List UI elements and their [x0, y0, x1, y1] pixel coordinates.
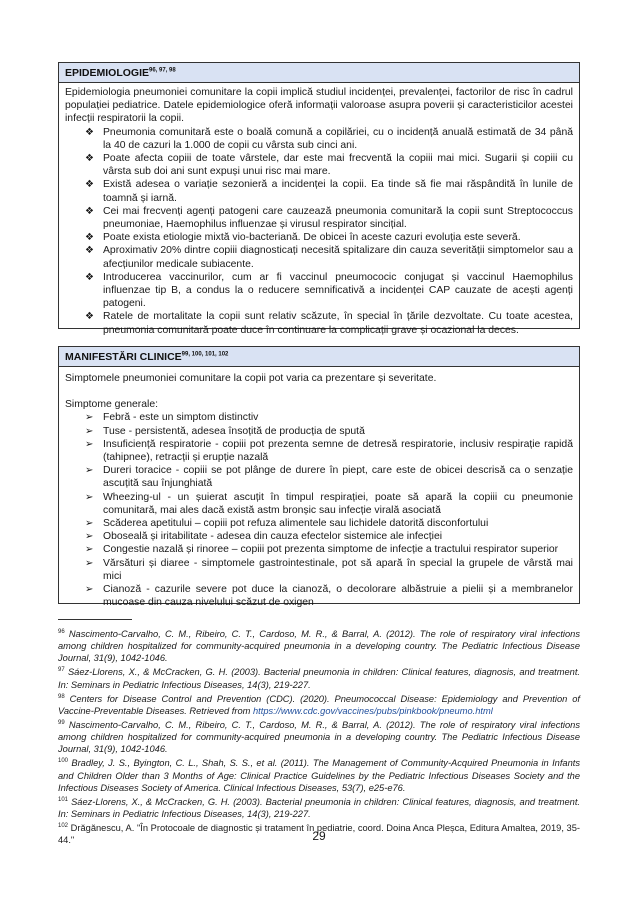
general-symptoms-label: Simptome generale: — [65, 399, 158, 411]
list-item: ➢ Wheezing-ul - un șuierat ascuțit în timpul respirației, poate să apară la copiii cu pneumonie comunitară, mai ales dacă există astm bronșic sau infecție virală asociată — [85, 491, 573, 516]
arrow-bullet-icon: ➢ — [85, 465, 94, 477]
list-item: ❖ Introducerea vaccinurilor, cum ar fi vaccinul pneumococic conjugat și vaccinul Haemophilus influenzae tip B, a condus la o reducere semnificativă a incidenței CAP cauzate de acești agenți patogeni. — [85, 271, 573, 310]
list-item: ❖ Poate exista etiologie mixtă vio-bacteriană. De obicei în aceste cazuri evoluția este severă. — [85, 232, 521, 244]
epidemiology-intro: Epidemiologia pneumoniei comunitare la copii implică studiul incidenței, prevalenței, factorilor de risc în cadrul populației pediatrice. Datele epidemiologice oferă informații valoroase asupra poverii și caracteristicilor acestei infecții respiratorii la copii. — [65, 87, 573, 125]
list-item: ➢ Cianoză - cazurile severe pot duce la cianoză, o decolorare albăstruie a pielii și a membranelor mucoase din cauza nivelului scăzut de oxigen — [85, 584, 573, 609]
diamond-bullet-icon: ❖ — [85, 126, 94, 138]
footnote-101: $^{101}$ Sáez-Llorens, X., & McCracken, G. H. (2003). Bacterial pneumonia in children: Clinical features, diagnosis, and treatment. In: Seminars in Pediatric Infectious Diseases, 14(3), 219-227. — [58, 796, 580, 819]
epidemiology-heading: EPIDEMIOLOGIE$^{96, 97, 98}$ — [59, 63, 579, 83]
list-item: ❖ Ratele de mortalitate la copii sunt relativ scăzute, în special în țările dezvoltate. Cu toate acestea, pneumonia comunitară poate duce în continuare la complicații grave și ocazional la deces. — [85, 311, 573, 336]
page-number: 29 — [312, 829, 326, 843]
diamond-bullet-icon: ❖ — [85, 311, 94, 323]
list-item: ❖ Cei mai frecvenți agenți patogeni care cauzează pneumonia comunitară la copii sunt Streptococcus pneumoniae, Haemophilus influenzae și virusul respirator sincițial. — [85, 205, 573, 231]
arrow-bullet-icon: ➢ — [85, 425, 94, 437]
symptoms-list — [65, 411, 573, 609]
diamond-bullet-icon: ❖ — [85, 232, 94, 244]
diamond-bullet-icon: ❖ — [85, 153, 94, 165]
footnote-divider — [58, 619, 132, 620]
list-item: ➢ Scăderea apetitului – copiii pot refuza alimentele sau lichidele datorită disconfortului — [85, 518, 489, 530]
arrow-bullet-icon: ➢ — [85, 491, 94, 503]
manifestations-refs: 99, 100, 101, 102 — [181, 351, 229, 358]
arrow-bullet-icon: ➢ — [85, 438, 94, 450]
list-item: ➢ Tuse - persistentă, adesea însoțită de producția de spută — [85, 425, 365, 437]
footnote-97: $^{97}$ Sáez-Llorens, X., & McCracken, G. H. (2003). Bacterial pneumonia in children: Clinical features, diagnosis, and treatment. In: Seminars in Pediatric Infectious Diseases, 14(3), 219-227. — [58, 667, 580, 690]
diamond-bullet-icon: ❖ — [85, 179, 94, 191]
diamond-bullet-icon: ❖ — [85, 205, 94, 217]
manifestations-intro: Simptomele pneumoniei comunitare la copii pot varia ca prezentare și severitate. — [65, 373, 437, 384]
cdc-link[interactable]: https://www.cdc.gov/vaccines/pubs/pinkbook/pneumo.html — [252, 705, 493, 716]
list-item: ➢ Insuficiență respiratorie - copiii pot prezenta semne de detresă respiratorie, inclusiv respirație rapidă (tahipnee), retracții și erupție nazală — [85, 438, 573, 464]
footnote-100: $^{100}$ Bradley, J. S., Byington, C. L., Shah, S. S., et al. (2011). The Management of Community-Acquired Pneumonia in Infants and Children Older than 3 Months of Age: Clinical Practice Guidelines by the Pediatric Infectious Diseases Society and the Infectious Diseases Society of America. Clinical Infectious Diseases, 53(7), e25-e76. — [58, 758, 580, 793]
footnote-102: $^{102}$ Drăgănescu, A. "În Protocoale de diagnostic și tratament în pediatrie, coord. Doina Anca Pleșca, Editura Amaltea, 2019, 35-44." — [58, 822, 580, 846]
list-item: ❖ Poate afecta copiii de toate vârstele, dar este mai frecventă la copiii mai mici. Sugarii și copiii cu vârsta sub doi ani sunt expuși unui risc mai mare. — [85, 153, 573, 178]
epidemiology-section — [58, 62, 580, 336]
arrow-bullet-icon: ➢ — [85, 412, 94, 424]
arrow-bullet-icon: ➢ — [85, 531, 94, 543]
footnote-96: $^{96}$ Nascimento-Carvalho, C. M., Ribeiro, C. T., Cardoso, M. R., & Barral, A. (2012). The role of respiratory viral infections among children hospitalized for community-acquired pneumonia in a developing country. The Pediatric Infectious Disease Journal, 31(9), 1042-1046. — [58, 629, 580, 664]
list-item: ➢ Oboseală și iritabilitate - adesea din cauza efectelor sistemice ale infecției — [85, 531, 443, 543]
arrow-bullet-icon: ➢ — [85, 584, 94, 596]
list-item: ➢ Dureri toracice - copiii se pot plânge de durere în piept, care este de obicei descrisă ca o senzație ascuțită sau înjunghiată — [85, 465, 573, 490]
list-item: ➢ Congestie nazală și rinoree – copiii pot prezenta simptome de infecție a tractului respirator superior — [85, 544, 559, 556]
epidemiology-list — [65, 126, 573, 337]
list-item: ❖ Aproximativ 20% dintre copiii diagnosticați necesită spitalizare din cauza severității simptomelor sau a afecțiunilor medicale subiacente. — [85, 245, 573, 270]
list-item: ➢ Febră - este un simptom distinctiv — [85, 412, 259, 424]
epidemiology-refs: 96, 97, 98 — [149, 67, 176, 74]
footnote-99: $^{99}$ Nascimento-Carvalho, C. M., Ribeiro, C. T., Cardoso, M. R., & Barral, A. (2012). The role of respiratory viral infections among children hospitalized for community-acquired pneumonia in a developing country. The Pediatric Infectious Disease Journal, 31(9), 1042-1046. — [58, 719, 580, 755]
arrow-bullet-icon: ➢ — [85, 557, 94, 569]
list-item: ❖ Pneumonia comunitară este o boală comună a copilăriei, cu o incidență anuală estimată de 34 până la 40 de cazuri la 1.000 de copii cu vârsta sub cinci ani. — [85, 126, 573, 151]
list-item: ➢ Vărsături și diaree - simptomele gastrointestinale, pot să apară în special la grupele de vârstă mai mici — [85, 557, 573, 582]
clinical-manifestations-section — [58, 346, 580, 609]
footnote-98: $^{98}$ Centers for Disease Control and Prevention (CDC). (2020). Pneumococcal Disease: Epidemiology and Prevention of Vaccine-Preventable Diseases. Retrieved from https://www.cdc.gov/vaccines/pubs/pinkbook/pneumo.html — [58, 693, 580, 716]
footnotes — [58, 626, 580, 846]
diamond-bullet-icon: ❖ — [85, 271, 94, 283]
diamond-bullet-icon: ❖ — [85, 245, 94, 257]
list-item: ❖ Există adesea o variație sezonieră a incidenței la copii. Ea tinde să fie mai răspândită în lunile de toamnă și iarnă. — [85, 179, 573, 204]
arrow-bullet-icon: ➢ — [85, 518, 94, 530]
clinical-manifestations-heading: MANIFESTĂRI CLINICE$^{99, 100, 101, 102}$ — [59, 347, 579, 367]
arrow-bullet-icon: ➢ — [85, 544, 94, 556]
